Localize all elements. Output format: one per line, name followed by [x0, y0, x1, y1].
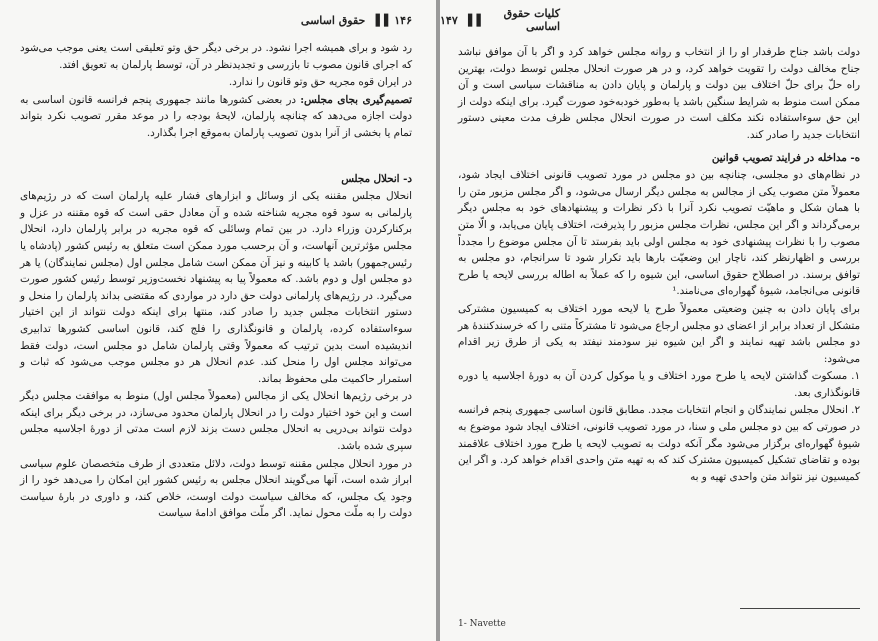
left-page-header: [301, 10, 412, 30]
paragraph-text: برای پایان دادن به چنین وضعیتی معمولاً طرح یا لایحه مورد اختلاف به کمیسیون مشترکی متشکل از تعداد برابر از اعضای دو مجلس ارجاع می‌شود تا مشترکاً متنی را که خرسندکنندهٔ هر دو مجلس باشد تهیه نمایند و اگر این شیوه نیز سودمند نیفتد به یکی از طرق زیر اقدام می‌شود:: [458, 302, 860, 365]
paragraph-text: در مورد انحلال مجلس مقننه توسط دولت، دلائل متعددی از طرف متخصصان علوم سیاسی ابراز شده است، آنها می‌گویند انحلال مجلس به رئیس کشور این امکان را می‌دهد خود را از وجود یک مجلس، که مخالف سیاست دولت اوست، خلاص کند، و داوری در بارهٔ سیاست دولت را به ملّت محول نماید. اگر ملّت موافق ادامهٔ سیاست: [20, 457, 412, 520]
paragraph-text: در برخی رژیم‌ها انحلال یکی از مجالس (معمولاً مجلس اول) منوط به موافقت مجلس دیگر است و این خود اختیار دولت را در انحلال پارلمان محدود می‌سازد، در برخی دیگر برای اینکه دولت نتواند بی‌دریی به انحلال مجلس دست بزند لازم است مدتی از دورهٔ اجلاسیه مجلس سپری شده باشد.: [20, 390, 412, 453]
paragraph-text: دولت باشد جناح طرفدار او را از انتخاب و روانه مجلس خواهد کرد و اگر با آن موافق نباشد جناح مخالف دولت را تقویت خواهد کرد، و در هر صورت انحلال مجلس توسط دولت، بهترین راه حلّ برای حلّ اختلاف بین دولت و پارلمان و پایان دادن به مناقشات سیاسی است و آن ممکن است منوط به شرایط سنگین باشد یا به‌طور خودبه‌خود صورت گیرد. برای اینکه دولت از این حق سوءاستفاده نکند مکلف است در صورت انحلال مجلس ظرف مدت معینی دستور انتخابات جدید را صادر کند.: [458, 46, 860, 141]
page-number: ۱۴۶: [394, 13, 412, 27]
paragraph-spacer: [20, 143, 412, 165]
paragraph: [20, 188, 412, 387]
paragraph: [458, 402, 860, 485]
footnote-rule: [740, 608, 860, 609]
paragraph: [20, 40, 412, 73]
footnote: 1- Navette: [458, 619, 506, 629]
paragraph: [20, 92, 412, 142]
paragraph-text: ۲. انحلال مجلس نمایندگان و انجام انتخابات مجدد. مطابق قانون اساسی جمهوری پنجم فرانسه در صورتی که بین دو مجلس ملی و سنا، در مورد تصویب قانونی، اختلاف ایجاد شود موضوع به شیوهٔ گهواره‌ای برگزار می‌شود مگر آنکه دولت به تصویب لایحه یا طرح مورد اختلاف علاقمند بوده و تقاضای تشکیل کمیسیون مشترک کند که به تهیه متن واحدی اقدام خواهد کرد. و اگر این کمیسیون نیز نتواند متن واحدی تهیه و به: [458, 404, 860, 483]
section-heading: [458, 150, 860, 167]
paragraph: [458, 167, 860, 300]
paragraph: [458, 301, 860, 367]
paragraph: [20, 456, 412, 522]
paragraph-lead: تصمیم‌گیری بجای مجلس:: [300, 93, 412, 106]
paragraph: [458, 44, 860, 144]
page-number: ۱۴۷: [440, 13, 458, 27]
paragraph: [20, 388, 412, 454]
paragraph-text: در ایران قوه مجریه حق وتو قانون را ندارد.: [228, 76, 412, 89]
header-separator: ▐▐: [463, 13, 481, 27]
paragraph-text: انحلال مجلس مقننه یکی از وسائل و ابزارهای فشار علیه پارلمان است که در رژیم‌های پارلمانی به سود قوه مجریه شناخته شده و آن معادل حقی است که قوه مقننه در عزل و برکنارکردن وزراء دارد. در بین تمام وسائلی که قوه مجریه در برابر پارلمان دارد، انحلال مجلس مؤثرترین آنهاست، و آن برحسب مورد ممکن است متعلق به رئیس کشور (پادشاه یا رئیس‌جمهور) باشد یا کابینه و نیز آن ممکن است شامل مجلس اول (مجلس نمایندگان) یا هر دو مجلس اول و دوم باشد. که معمولاً پیا به پیشنهاد نخست‌وزیر توسط رئیس کشور صورت می‌گیرد. در رژیم‌های پارلمانی دولت حق دارد در مواردی که مقتضی بداند پارلمان را منحل و دستور انتخابات مجلس جدید را صادر کند، منتها برای اینکه دولت نتواند از این اختیار سوءاستفاده کرده، پارلمان و قانونگذاری را فلج کند، قانون اساسی کشورها تدابیری اندیشیده است بدین ترتیب که معمولاً وقتی پارلمان شامل دو مجلس است، دولت فقط می‌تواند مجلس اول را منحل کند. عدم انحلال هر دو مجلس موجب می‌شود که ثبات و استمرار حاکمیت ملی محفوظ بماند.: [20, 190, 412, 385]
paragraph-text: ۱. مسکوت گذاشتن لایحه یا طرح مورد اختلاف و یا موکول کردن آن به دورهٔ اجلاسیه یا دوره قانونگذاری بعد.: [458, 370, 860, 399]
running-title: حقوق اساسی: [300, 13, 366, 27]
paragraph-text: ه- مداخله در فرایند تصویب قوانین: [711, 151, 860, 164]
paragraph-text: رد شود و برای همیشه اجرا نشود. در برخی دیگر حق وتو تعلیقی است یعنی موجب می‌شود که اجرای قانون مصوب تا بازرسی و تجدیدنظر در آن، توسط پارلمان به تعویق افتد.: [20, 42, 412, 71]
paragraph-text: در بعضی کشورها مانند جمهوری پنجم فرانسه قانون اساسی به دولت اجازه می‌دهد که چنانچه پارلمان، لایحهٔ بودجه را در موعد مقرر تصویب نکرد بتواند تمام یا بخشی از آنرا بدون تصویب پارلمان به‌موقع اجرا بگذارد.: [20, 93, 412, 139]
running-title: کلیات حقوق اساسی: [503, 7, 560, 33]
paragraph: [458, 368, 860, 401]
section-heading: [20, 171, 412, 188]
right-page-body: [458, 44, 860, 486]
paragraph-text: در نظام‌های دو مجلسی، چنانچه بین دو مجلس در مورد تصویب قانونی اختلاف ایجاد شود، معمولاً متن مصوب یکی از مجالس به مجلس دیگر ارسال می‌شود، و اگر مجلس مزبور متن را با همان شکل و ماهیّت تصویب نکرد آنرا با ذکر نظرات و پیشنهادهای خود به مجلس دیگر برمی‌گرداند و اگر این مجلس، نظرات مجلس مزبور را پذیرفت، اختلاف پایان می‌یابد، و الّا متن مصوب را با نظرات پیشنهادی خود به مجلس اولی باید بفرستد تا آن مجلس موضوع را مجدداً بررسی و اظهارنظر کند، ناچار این وضعیّت بارها باید تکرار شود تا سرانجام، دو مجلس به توافق برسند. در اصطلاح حقوق اساسی، این شیوه را که عملاً به اطاله بررسی لایحه یا طرح قانونی می‌انجامد، شیوهٔ گهواره‌ای می‌نامند.¹: [458, 169, 860, 298]
header-separator: ▐▐: [371, 13, 389, 27]
paragraph: [20, 74, 412, 91]
right-page-header: [440, 7, 560, 33]
left-page: [0, 0, 436, 641]
left-page-body: [20, 40, 412, 523]
paragraph-text: د- انحلال مجلس: [341, 172, 412, 185]
right-page: [440, 0, 878, 641]
